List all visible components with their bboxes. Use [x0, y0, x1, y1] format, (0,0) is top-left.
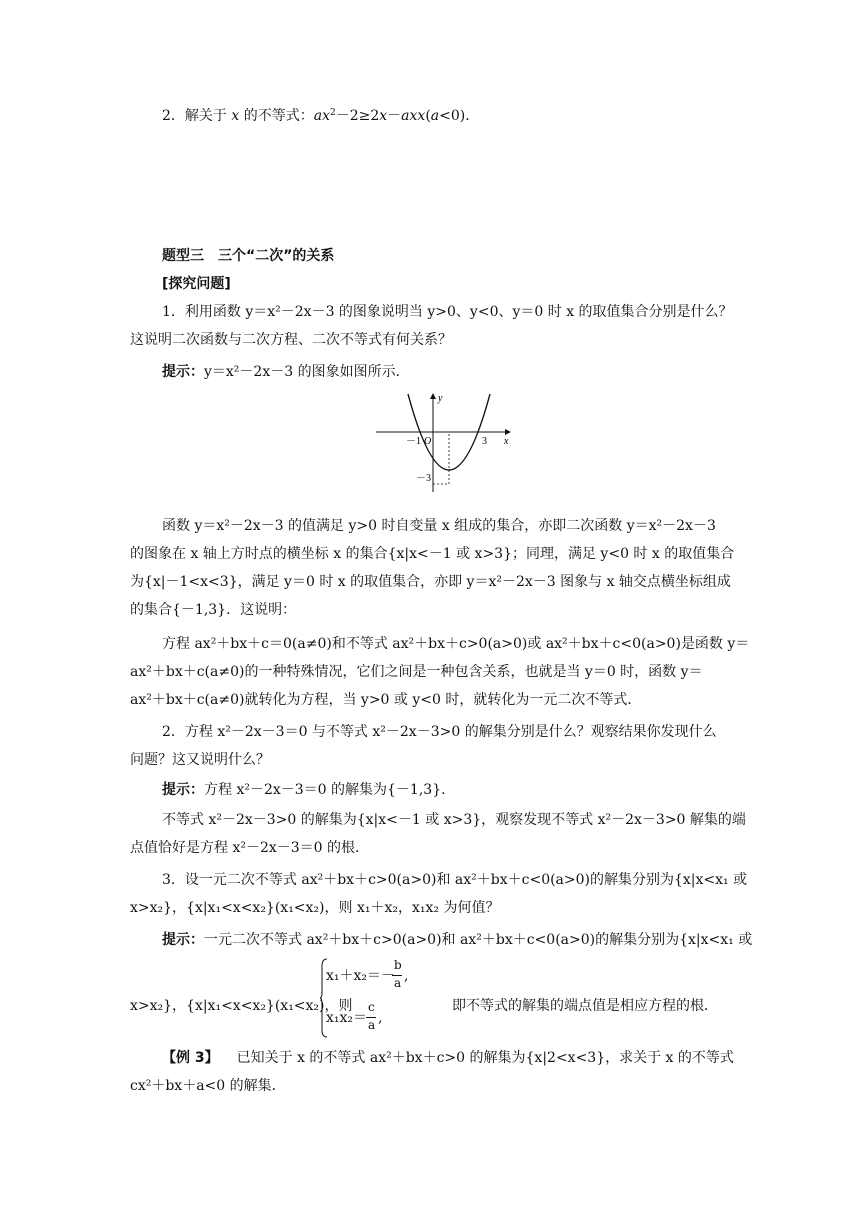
- para1-line-3: 为{x|－1<x<3}，满足 y＝0 时 x 的取值集合，亦即 y＝x²－2x－3 图象与 x 轴交点横坐标组成: [130, 574, 731, 590]
- hint-label: 提示：: [162, 364, 204, 380]
- question-2-line-1: 2．方程 x²－2x－3＝0 与不等式 x²－2x－3>0 的解集分别是什么？观察结果你发现什么: [162, 724, 717, 740]
- hint-1: 提示：y＝x²－2x－3 的图象如图所示．: [162, 364, 410, 380]
- tick-3: 3: [482, 436, 487, 447]
- example-3-line-1: 【例 3】 已知关于 x 的不等式 ax²＋bx＋c>0 的解集为{x|2<x<3}，求关于 x 的不等式: [162, 1050, 734, 1066]
- hint-3-line-1: 提示：一元二次不等式 ax²＋bx＋c>0(a>0)和 ax²＋bx＋c<0(a>0)的解集分别为{x|x<x₁ 或: [162, 932, 753, 948]
- section-title: 题型三 三个“二次”的关系: [162, 248, 335, 264]
- parabola-graph: [372, 388, 518, 496]
- fraction-a-denominator: a: [394, 976, 402, 990]
- para1-line-4: 的集合{－1,3}．这说明：: [130, 602, 297, 618]
- x-axis-label: x: [504, 436, 509, 447]
- tick-neg1: －1: [406, 436, 421, 447]
- hint-2: 提示：方程 x²－2x－3＝0 的解集为{－1,3}．: [162, 782, 456, 798]
- sum-equation: x₁＋x₂＝－: [326, 968, 396, 984]
- origin-label: O: [424, 436, 432, 447]
- example-label: 【例 3】: [162, 1050, 219, 1066]
- question-1-line-1: 1．利用函数 y＝x²－2x－3 的图象说明当 y>0、y<0、y＝0 时 x 的取值集合分别是什么？: [162, 304, 733, 320]
- question-2-line-2: 问题？这又说明什么？: [130, 752, 270, 768]
- para2-line-3: ax²＋bx＋c(a≠0)就转化为方程，当 y>0 或 y<0 时，就转化为一元二次不等式．: [130, 692, 642, 708]
- tick-neg3: －3: [416, 473, 431, 484]
- problem-2: 2．解关于 x 的不等式：$ax^2-2\ge 2x-axx(a<0)$．: [162, 108, 480, 124]
- question-3-line-1: 3．设一元二次不等式 ax²＋bx＋c>0(a>0)和 ax²＋bx＋c<0(a>0)的解集分别为{x|x<x₁ 或: [162, 872, 748, 888]
- para2-line-2: ax²＋bx＋c(a≠0)的一种特殊情况，它们之间是一种包含关系，也就是当 y＝0 时，函数 y＝: [130, 664, 703, 680]
- para1-line-1: 函数 y＝x²－2x－3 的值满足 y>0 时自变量 x 组成的集合，亦即二次函数 y＝x²－2x－3: [162, 518, 716, 534]
- y-axis-label: y: [438, 393, 443, 404]
- para3-line-1: 不等式 x²－2x－3>0 的解集为{x|x<－1 或 x>3}，观察发现不等式 x²－2x－3>0 解集的端: [162, 812, 746, 828]
- fraction-b-numerator: b: [394, 958, 402, 972]
- fraction-c-numerator: c: [368, 1000, 375, 1014]
- question-3-line-2: x>x₂}，{x|x₁<x<x₂}(x₁<x₂)，则 x₁＋x₂，x₁x₂ 为何值？: [130, 900, 500, 916]
- explore-label: [探究问题]: [162, 276, 231, 292]
- para2-line-1: 方程 ax²＋bx＋c＝0(a≠0)和不等式 ax²＋bx＋c>0(a>0)或 ax²＋bx＋c<0(a>0)是函数 y＝: [162, 636, 750, 652]
- hint-3-conclusion: 即不等式的解集的端点值是相应方程的根．: [452, 998, 718, 1014]
- hint-3-line-2: x>x₂}，{x|x₁<x<x₂}(x₁<x₂)，则: [130, 998, 353, 1014]
- product-equation: x₁x₂＝: [326, 1010, 368, 1026]
- para3-line-2: 点值恰好是方程 x²－2x－3＝0 的根．: [130, 840, 370, 856]
- para1-line-2: 的图象在 x 轴上方时点的横坐标 x 的集合{x|x<－1 或 x>3}；同理，满足 y<0 时 x 的取值集合: [130, 546, 735, 562]
- question-1-line-2: 这说明二次函数与二次方程、二次不等式有何关系？: [130, 332, 452, 348]
- example-3-line-2: cx²＋bx＋a<0 的解集．: [130, 1078, 286, 1094]
- equation-system: x₁＋x₂＝－ b a , x₁x₂＝ c a ,: [320, 958, 420, 1038]
- fraction-a2-denominator: a: [368, 1018, 376, 1032]
